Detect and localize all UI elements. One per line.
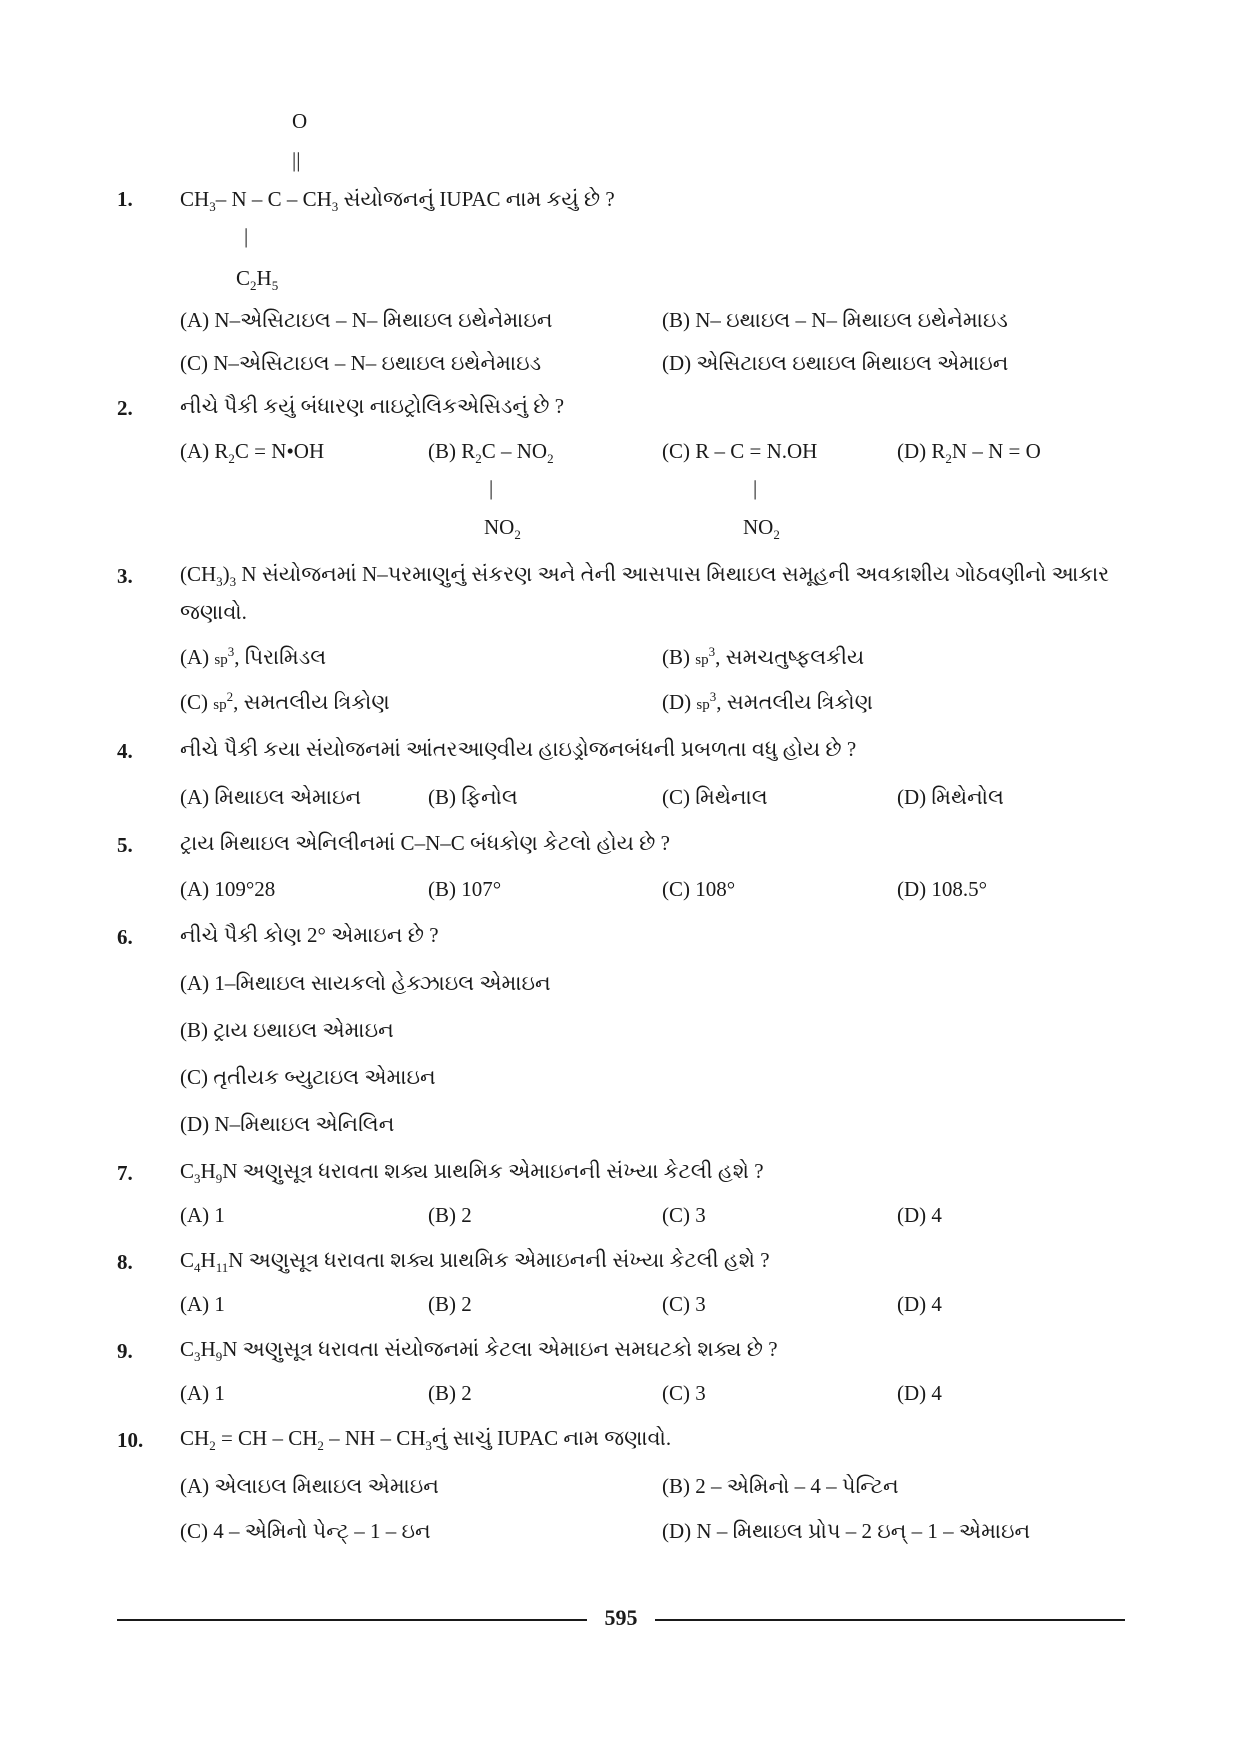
q8-option-d[interactable]: (D) 4 [897,1292,942,1316]
q2-option-d[interactable]: (D) $R_2N - N = O$ [897,439,1041,466]
q2-question: નીચે પૈકી કયું બંધારણ નાઇટ્રોલિકએસિડનું છે ? [180,394,565,418]
q6-option-c[interactable]: (C) તૃતીયક બ્યુટાઇલ એમાઇન [180,1065,436,1089]
q5-option-a[interactable]: (A) 109°28 [180,877,276,901]
q10-option-b[interactable]: (B) 2 – એમિનો – 4 – પેન્ટિન [662,1474,899,1498]
q2-option-c-no2: $NO_2$ [743,515,780,542]
q9-option-d[interactable]: (D) 4 [897,1381,942,1405]
q6-question: નીચે પૈકી કોણ 2° એમાઇન છે ? [180,923,439,947]
q1-option-a[interactable]: (A) N–એસિટાઇલ – N– મિથાઇલ ઇથેનેમાઇન [180,308,553,332]
footer-rule-left [117,1619,587,1621]
q5-option-d[interactable]: (D) 108.5° [897,877,988,901]
q5-question: ટ્રાય મિથાઇલ એનિલીનમાં C–N–C બંધકોણ કેટલો હોય છે ? [180,831,670,855]
q1-structure-single-bond: | [244,224,249,248]
q2-option-b-bond: | [489,476,494,500]
q10-number: 10. [117,1428,144,1452]
q1-question: $CH_3-$ N – C – $CH_3$ સંયોજનનું IUPAC નામ કયું છે ? [180,187,615,214]
q7-option-b[interactable]: (B) 2 [428,1203,472,1227]
q5-option-c[interactable]: (C) 108° [662,877,736,901]
q2-number: 2. [117,396,133,420]
q8-option-c[interactable]: (C) 3 [662,1292,706,1316]
q6-option-a[interactable]: (A) 1–મિથાઇલ સાયકલો હેક્ઝાઇલ એમાઇન [180,971,551,995]
q2-option-c[interactable]: (C) R – C = N.OH [662,439,818,463]
q2-option-a[interactable]: (A) $R_2C$ = N•OH [180,439,325,466]
q3-number: 3. [117,564,133,588]
q4-option-b[interactable]: (B) ફિનોલ [428,785,518,809]
q1-option-b[interactable]: (B) N– ઇથાઇલ – N– મિથાઇલ ઇથેનેમાઇડ [662,308,1008,332]
q4-option-d[interactable]: (D) મિથેનોલ [897,785,1004,809]
q4-number: 4. [117,739,133,763]
q3-option-c[interactable]: (C) $sp^2$, સમતલીય ત્રિકોણ [180,689,390,714]
q3-option-a[interactable]: (A) $sp^3$, પિરામિડલ [180,644,327,669]
q5-number: 5. [117,833,133,857]
q9-option-b[interactable]: (B) 2 [428,1381,472,1405]
q3-option-b[interactable]: (B) $sp^3$, સમચતુષ્ફલકીય [662,644,865,669]
q7-option-a[interactable]: (A) 1 [180,1203,225,1227]
q9-option-c[interactable]: (C) 3 [662,1381,706,1405]
q4-option-c[interactable]: (C) મિથેનાલ [662,785,768,809]
q6-number: 6. [117,925,133,949]
q4-option-a[interactable]: (A) મિથાઇલ એમાઇન [180,785,362,809]
q6-option-d[interactable]: (D) N–મિથાઇલ એનિલિન [180,1112,395,1136]
q1-number: 1. [117,187,133,211]
q9-question: $C_3H_9N$ અણુસૂત્ર ધરાવતા સંયોજનમાં કેટલા એમાઇન સમઘટકો શક્ય છે ? [180,1337,778,1364]
q4-question: નીચે પૈકી કયા સંયોજનમાં આંતરઆણ્વીય હાઇડ્રોજનબંધની પ્રબળતા વધુ હોય છે ? [180,737,857,761]
q3-option-d[interactable]: (D) $sp^3$, સમતલીય ત્રિકોણ [662,689,873,714]
q6-option-b[interactable]: (B) ટ્રાય ઇથાઇલ એમાઇન [180,1018,394,1042]
q1-structure-ethyl: $C_2H_5$ [236,266,279,293]
q1-option-d[interactable]: (D) એસિટાઇલ ઇથાઇલ મિથાઇલ એમાઇન [662,351,1009,375]
page-number: 595 [604,1605,638,1630]
q3-question-cont: જણાવો. [180,600,247,624]
q10-option-a[interactable]: (A) એલાઇલ મિથાઇલ એમાઇન [180,1474,439,1498]
q1-structure-oxygen: O [292,109,308,133]
q8-number: 8. [117,1250,133,1274]
q10-option-c[interactable]: (C) 4 – એમિનો પેન્ટ્ – 1 – ઇન [180,1519,431,1543]
q1-option-c[interactable]: (C) N–એસિટાઇલ – N– ઇથાઇલ ઇથેનેમાઇડ [180,351,542,375]
q7-option-d[interactable]: (D) 4 [897,1203,942,1227]
q2-option-b-no2: $NO_2$ [484,515,521,542]
q10-question: $CH_2$ = CH – $CH_2$ – NH – $CH_3નું$ સાચું IUPAC નામ જણાવો. [180,1426,672,1453]
q9-option-a[interactable]: (A) 1 [180,1381,225,1405]
q8-option-a[interactable]: (A) 1 [180,1292,225,1316]
q8-option-b[interactable]: (B) 2 [428,1292,472,1316]
footer-rule-right [655,1619,1125,1621]
q9-number: 9. [117,1339,133,1363]
q2-option-c-bond: | [753,476,758,500]
q7-option-c[interactable]: (C) 3 [662,1203,706,1227]
q10-option-d[interactable]: (D) N – મિથાઇલ પ્રોપ – 2 ઇન્ – 1 – એમાઇન [662,1519,1031,1543]
q7-question: $C_3H_9N$ અણુસૂત્ર ધરાવતા શક્ય પ્રાથમિક એમાઇનની સંખ્યા કેટલી હશે ? [180,1159,764,1186]
q5-option-b[interactable]: (B) 107° [428,877,502,901]
q8-question: $C_4H_{11}N$ અણુસૂત્ર ધરાવતા શક્ય પ્રાથમિક એમાઇનની સંખ્યા કેટલી હશે ? [180,1248,770,1275]
q1-structure-double-bond: || [292,148,301,172]
q7-number: 7. [117,1161,133,1185]
q3-question: $(CH_3)_3$ N સંયોજનમાં N–પરમાણુનું સંકરણ અને તેની આસપાસ મિથાઇલ સમૂહની અવકાશીય ગોઠવણીનો આકાર [180,562,1110,589]
q2-option-b[interactable]: (B) $R_2C - NO_2$ [428,439,554,466]
